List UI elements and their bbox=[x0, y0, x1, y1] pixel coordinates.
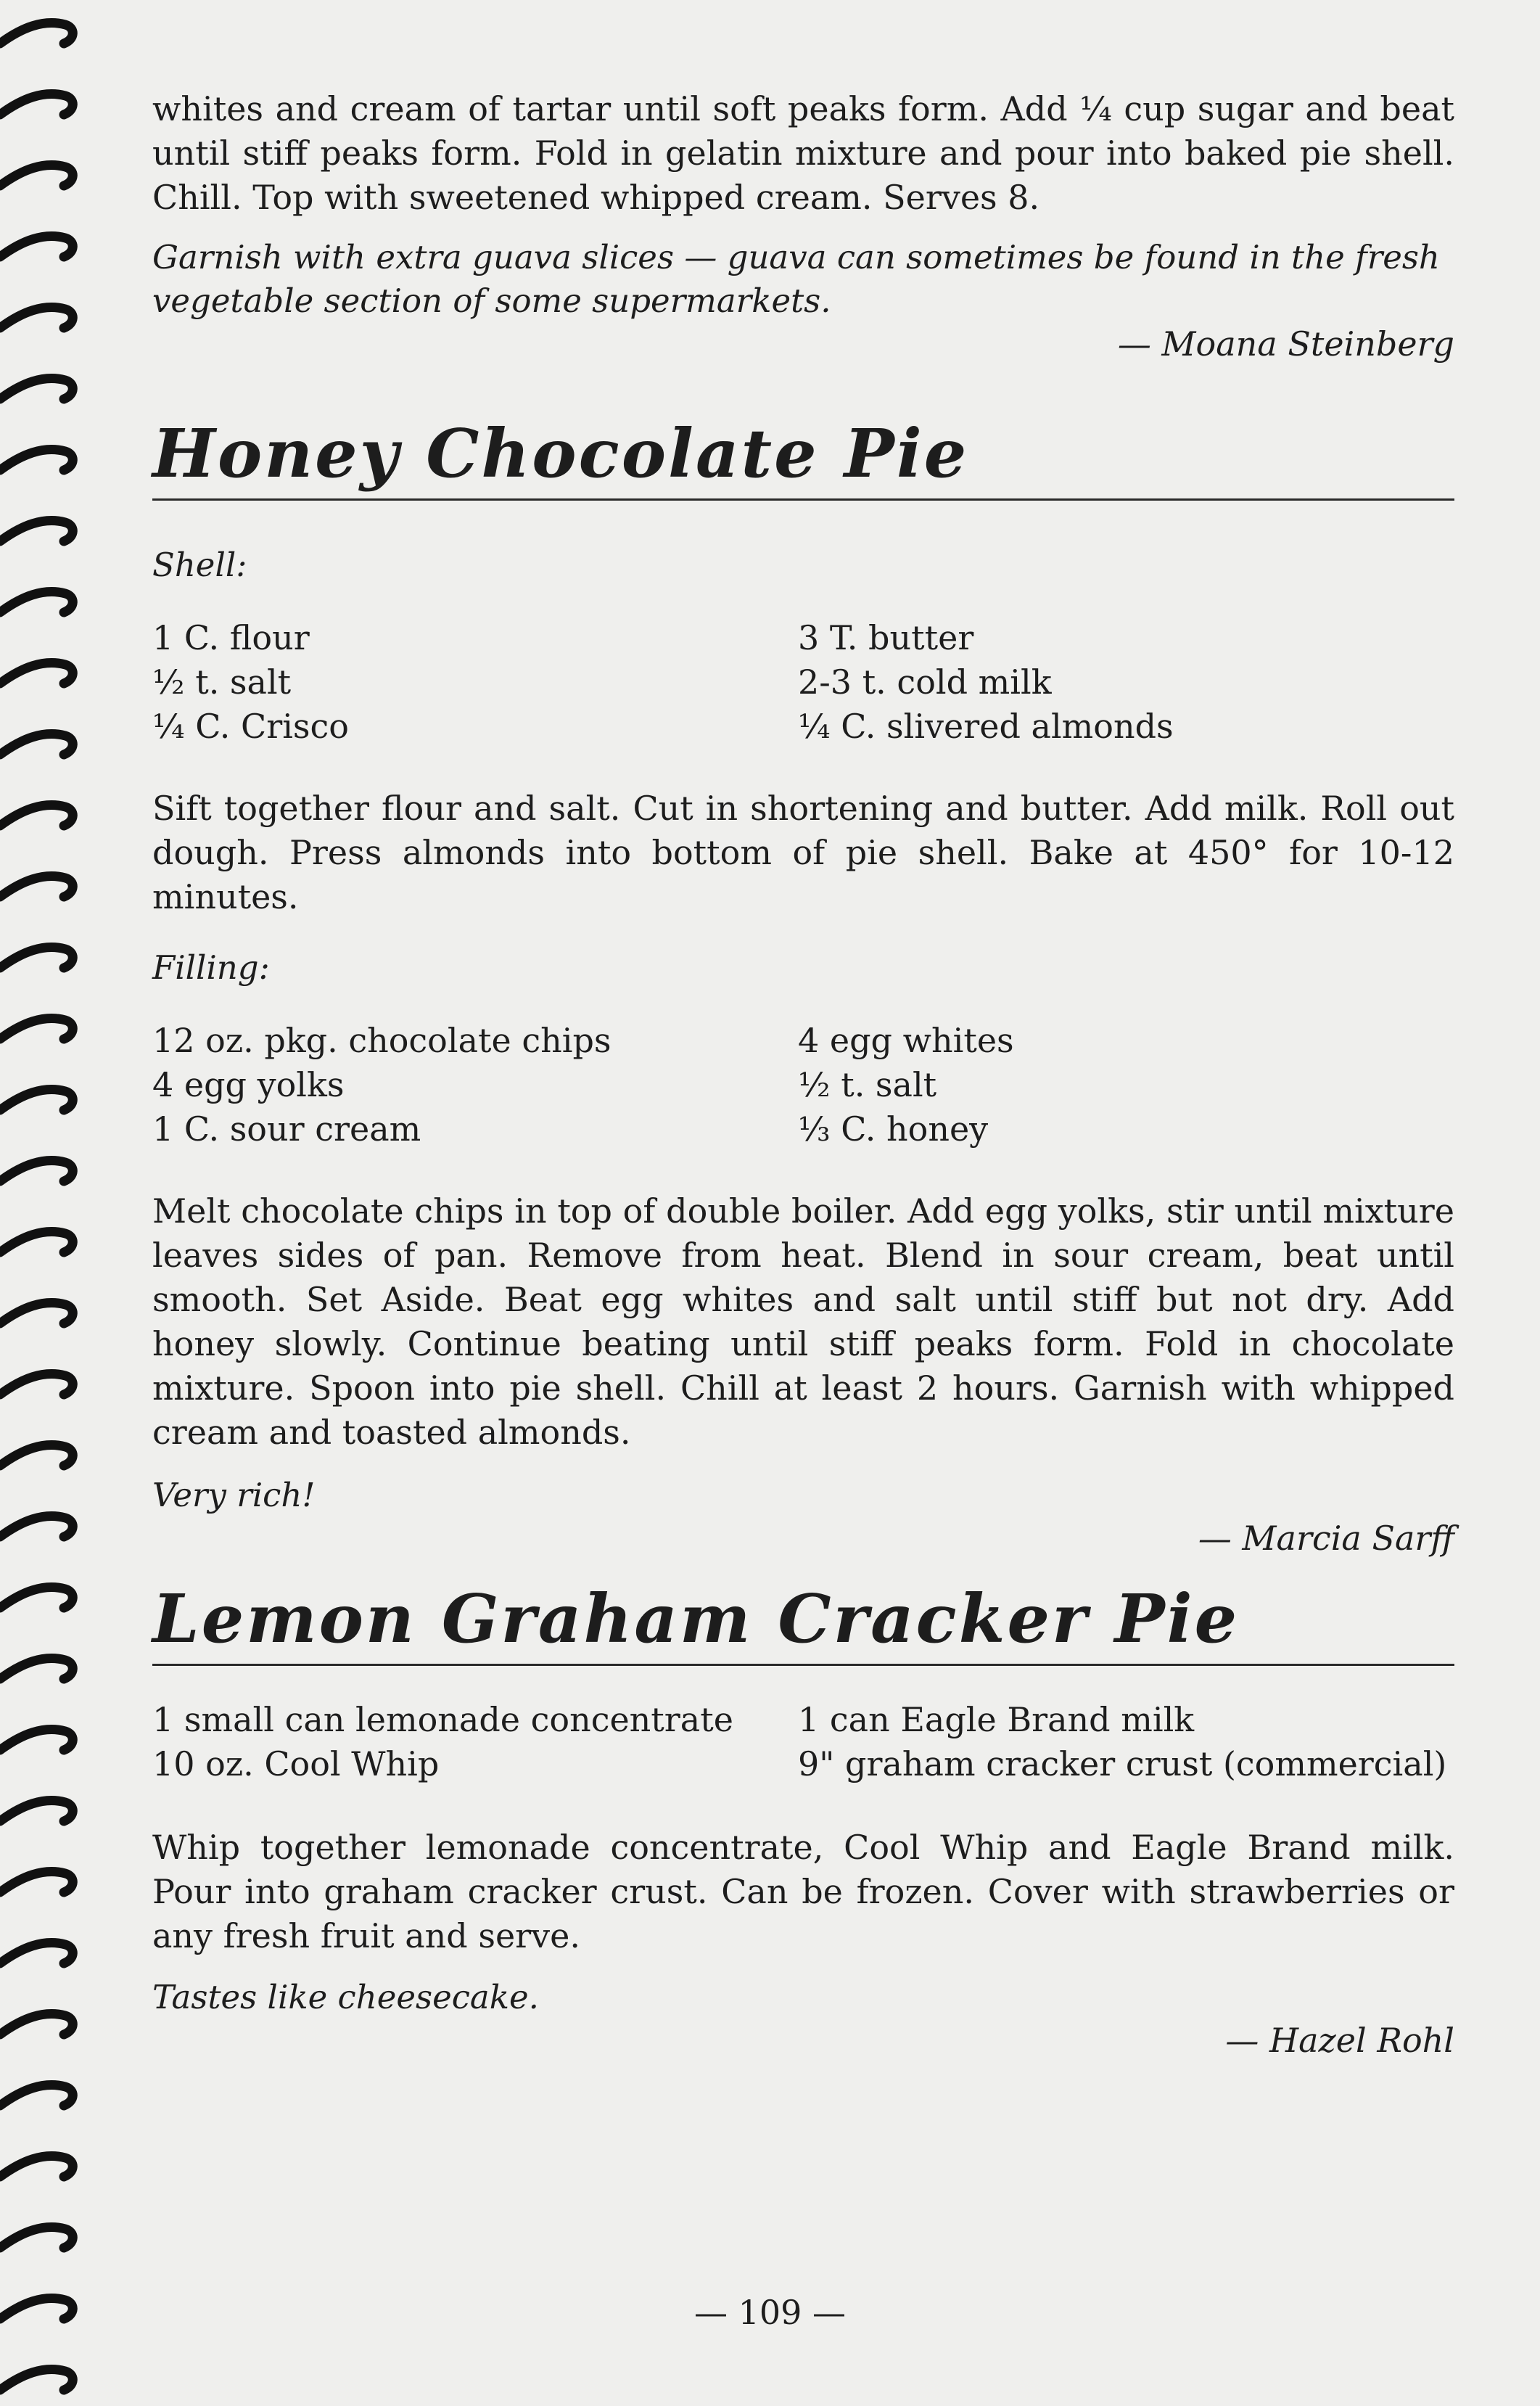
spiral-coil bbox=[0, 2370, 73, 2390]
spiral-coil bbox=[0, 663, 73, 683]
spiral-coil bbox=[0, 1659, 73, 1679]
recipe-title-honey-chocolate: Honey Chocolate Pie bbox=[152, 414, 969, 493]
ingredient: ½ t. salt bbox=[798, 1065, 937, 1104]
intro-author: — Moana Steinberg bbox=[1117, 324, 1454, 364]
intro-text: whites and cream of tartar until soft peaks form. Add ¼ cup sugar and beat until stiff peaks form. Fold in gelatin mixture and pour into baked pie shell. Chill. Top with sweetened whipped cream. Serves 8. bbox=[152, 89, 1454, 217]
filling-label: Filling: bbox=[152, 948, 270, 987]
lemon-ingredients bbox=[152, 1698, 1454, 1786]
recipe2-author: — Hazel Rohl bbox=[1225, 2021, 1454, 2060]
recipe1-note: Very rich! bbox=[152, 1476, 316, 1514]
spiral-coil bbox=[0, 805, 73, 826]
lemon-instructions: Whip together lemonade concentrate, Cool Whip and Eagle Brand milk. Pour into graham cracker crust. Can be frozen. Cover with strawberries or any fresh fruit and serve. bbox=[152, 1828, 1454, 1955]
ingredient: 10 oz. Cool Whip bbox=[152, 1744, 440, 1783]
spiral-coil bbox=[0, 237, 73, 257]
spiral-coil bbox=[0, 1801, 73, 1821]
spiral-coil bbox=[0, 23, 73, 44]
ingredient: 12 oz. pkg. chocolate chips bbox=[152, 1021, 612, 1060]
ingredient: 9" graham cracker crust (commercial) bbox=[798, 1744, 1447, 1783]
spiral-coil bbox=[0, 94, 73, 115]
spiral-coil bbox=[0, 308, 73, 328]
spiral-coil bbox=[0, 1374, 73, 1395]
spiral-coil bbox=[0, 1943, 73, 1963]
shell-label: Shell: bbox=[152, 546, 247, 584]
spiral-coil bbox=[0, 2014, 73, 2035]
spiral-coil bbox=[0, 2228, 73, 2248]
title-rule bbox=[152, 498, 1454, 501]
ingredient: ½ t. salt bbox=[152, 662, 292, 702]
recipe2-note: Tastes like cheesecake. bbox=[152, 1978, 539, 2016]
spiral-coil bbox=[0, 592, 73, 612]
recipe-title-lemon-graham: Lemon Graham Cracker Pie bbox=[152, 1580, 1240, 1658]
spiral-binding bbox=[0, 0, 87, 2406]
ingredient: ¼ C. slivered almonds bbox=[798, 707, 1174, 746]
spiral-coil bbox=[0, 1232, 73, 1252]
title-rule bbox=[152, 1664, 1454, 1666]
recipe-page bbox=[152, 87, 1454, 2060]
spiral-coil bbox=[0, 734, 73, 755]
spiral-coil bbox=[0, 450, 73, 470]
filling-ingredients bbox=[152, 1019, 1454, 1151]
spiral-coil bbox=[0, 165, 73, 186]
spiral-coil bbox=[0, 2156, 73, 2177]
ingredient: 3 T. butter bbox=[798, 618, 974, 657]
spiral-coil bbox=[0, 1588, 73, 1608]
spiral-coil bbox=[0, 1019, 73, 1039]
recipe1-author: — Marcia Sarff bbox=[1198, 1519, 1454, 1558]
spiral-coil bbox=[0, 876, 73, 897]
ingredient: 4 egg yolks bbox=[152, 1065, 345, 1104]
spiral-coil bbox=[0, 1445, 73, 1466]
ingredient: 1 can Eagle Brand milk bbox=[798, 1700, 1195, 1739]
spiral-coil bbox=[0, 2085, 73, 2106]
shell-ingredients bbox=[152, 616, 1454, 749]
filling-instructions: Melt chocolate chips in top of double boiler. Add egg yolks, stir until mixture leaves sides of pan. Remove from heat. Blend in sour cream, beat until smooth. Set Aside. Beat egg whites and salt until stiff but not dry. Add honey slowly. Continue beating until stiff peaks form. Fold in chocolate mixture. Spoon into pie shell. Chill at least 2 hours. Garnish with whipped cream and toasted almonds. bbox=[152, 1191, 1454, 1452]
spiral-coil bbox=[0, 521, 73, 541]
intro-note: Garnish with extra guava slices — guava can sometimes be found in the fresh vegetable section of some supermarkets. bbox=[152, 238, 1440, 320]
ingredient: 1 small can lemonade concentrate bbox=[152, 1700, 733, 1739]
ingredient: 2-3 t. cold milk bbox=[798, 662, 1052, 702]
spiral-coil bbox=[0, 1161, 73, 1181]
spiral-coil bbox=[0, 1303, 73, 1323]
spiral-coil bbox=[0, 379, 73, 399]
spiral-coil bbox=[0, 1090, 73, 1110]
spiral-coil bbox=[0, 948, 73, 968]
spiral-coil bbox=[0, 1872, 73, 1892]
ingredient: ¼ C. Crisco bbox=[152, 707, 349, 746]
ingredient: 1 C. sour cream bbox=[152, 1109, 421, 1149]
ingredient: ⅓ C. honey bbox=[798, 1109, 989, 1149]
ingredient: 1 C. flour bbox=[152, 618, 310, 657]
shell-instructions: Sift together flour and salt. Cut in shortening and butter. Add milk. Roll out dough. Press almonds into bottom of pie shell. Bake at 450° for 10-12 minutes. bbox=[152, 789, 1454, 916]
ingredient: 4 egg whites bbox=[798, 1021, 1014, 1060]
spiral-coil bbox=[0, 1730, 73, 1750]
page-number: — 109 — bbox=[693, 2293, 847, 2332]
spiral-coil bbox=[0, 1516, 73, 1537]
